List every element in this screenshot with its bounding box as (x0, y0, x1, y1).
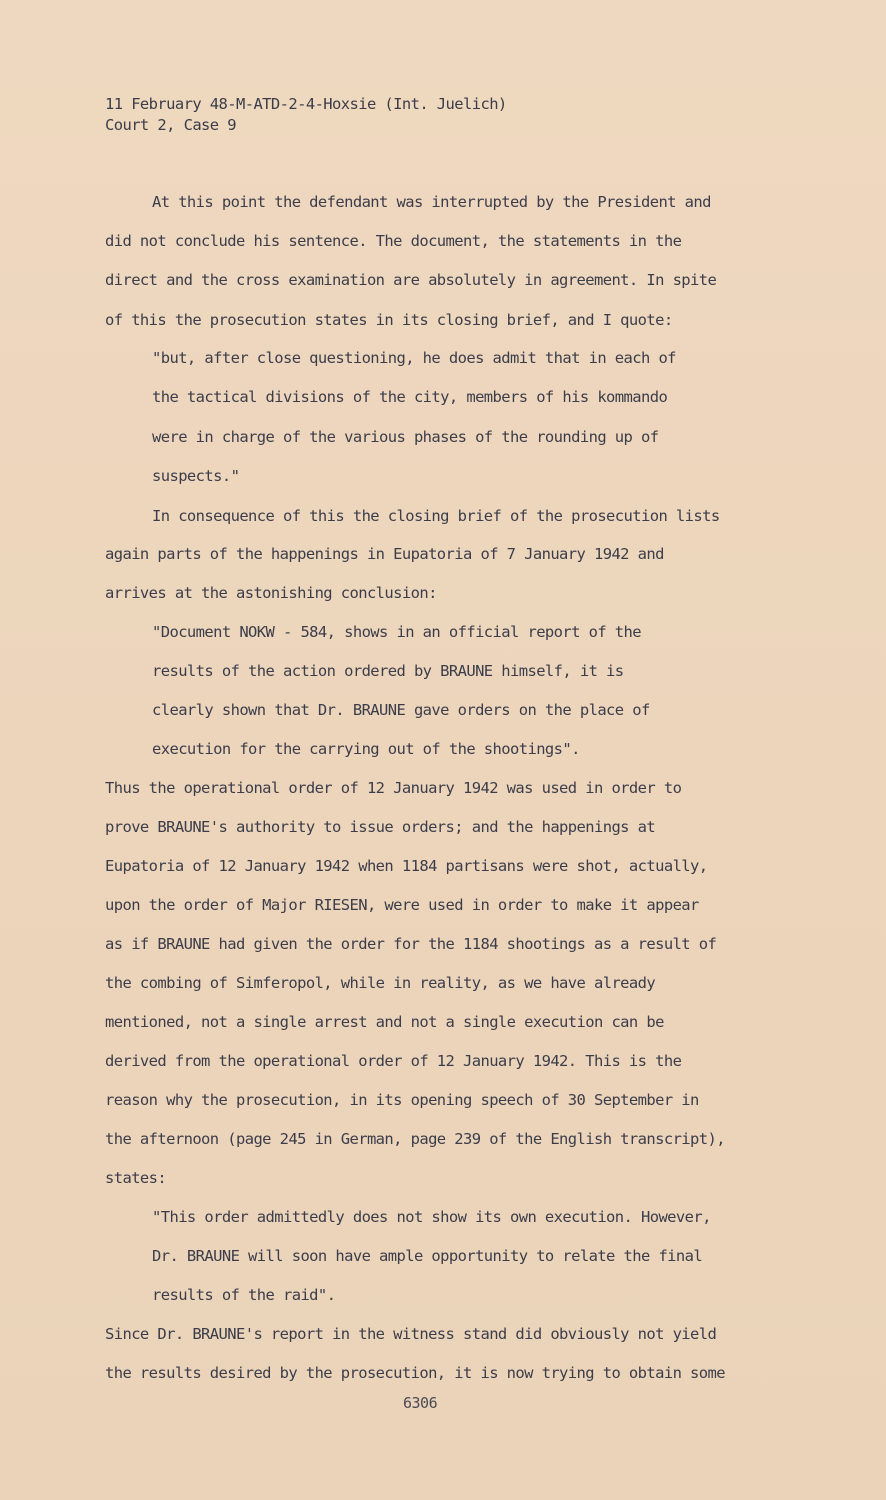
text-line: the combing of Simferopol, while in reality, as we have already (105, 974, 656, 992)
text-line: as if BRAUNE had given the order for the 1184 shootings as a result of (105, 935, 717, 953)
text-line: mentioned, not a single arrest and not a single execution can be (105, 1013, 664, 1031)
text-line: In consequence of this the closing brief of the prosecution lists (152, 507, 720, 525)
text-line: prove BRAUNE's authority to issue orders; and the happenings at (105, 818, 656, 836)
quote-line: were in charge of the various phases of the rounding up of (152, 428, 659, 446)
quote-line: "This order admittedly does not show its own execution. However, (152, 1208, 711, 1226)
text-line: of this the prosecution states in its closing brief, and I quote: (105, 311, 673, 329)
quote-line: Dr. BRAUNE will soon have ample opportunity to relate the final (152, 1247, 703, 1265)
text-line: derived from the operational order of 12 January 1942. This is the (105, 1052, 682, 1070)
text-line: At this point the defendant was interrupted by the President and (152, 193, 711, 211)
text-line: Since Dr. BRAUNE's report in the witness stand did obviously not yield (105, 1325, 717, 1343)
page-number: 6306 (403, 1394, 438, 1412)
text-line: Eupatoria of 12 January 1942 when 1184 partisans were shot, actually, (105, 857, 708, 875)
quote-line: "Document NOKW - 584, shows in an official report of the (152, 623, 641, 641)
header-line-2: Court 2, Case 9 (105, 116, 236, 134)
quote-line: the tactical divisions of the city, members of his kommando (152, 388, 668, 406)
text-line: the results desired by the prosecution, it is now trying to obtain some (105, 1364, 725, 1382)
text-line: direct and the cross examination are absolutely in agreement. In spite (105, 271, 717, 289)
text-line: the afternoon (page 245 in German, page 239 of the English transcript), (105, 1130, 725, 1148)
text-line: arrives at the astonishing conclusion: (105, 584, 437, 602)
text-line: did not conclude his sentence. The document, the statements in the (105, 232, 682, 250)
text-line: again parts of the happenings in Eupatoria of 7 January 1942 and (105, 545, 664, 563)
quote-line: clearly shown that Dr. BRAUNE gave orders on the place of (152, 701, 650, 719)
quote-line: results of the raid". (152, 1286, 336, 1304)
text-line: upon the order of Major RIESEN, were used in order to make it appear (105, 896, 699, 914)
header-line-1: 11 February 48-M-ATD-2-4-Hoxsie (Int. Juelich) (105, 95, 507, 113)
quote-line: suspects." (152, 467, 240, 485)
text-line: states: (105, 1169, 167, 1187)
quote-line: "but, after close questioning, he does admit that in each of (152, 349, 676, 367)
text-line: Thus the operational order of 12 January 1942 was used in order to (105, 779, 682, 797)
text-line: reason why the prosecution, in its opening speech of 30 September in (105, 1091, 699, 1109)
quote-line: execution for the carrying out of the shootings". (152, 740, 580, 758)
quote-line: results of the action ordered by BRAUNE himself, it is (152, 662, 624, 680)
